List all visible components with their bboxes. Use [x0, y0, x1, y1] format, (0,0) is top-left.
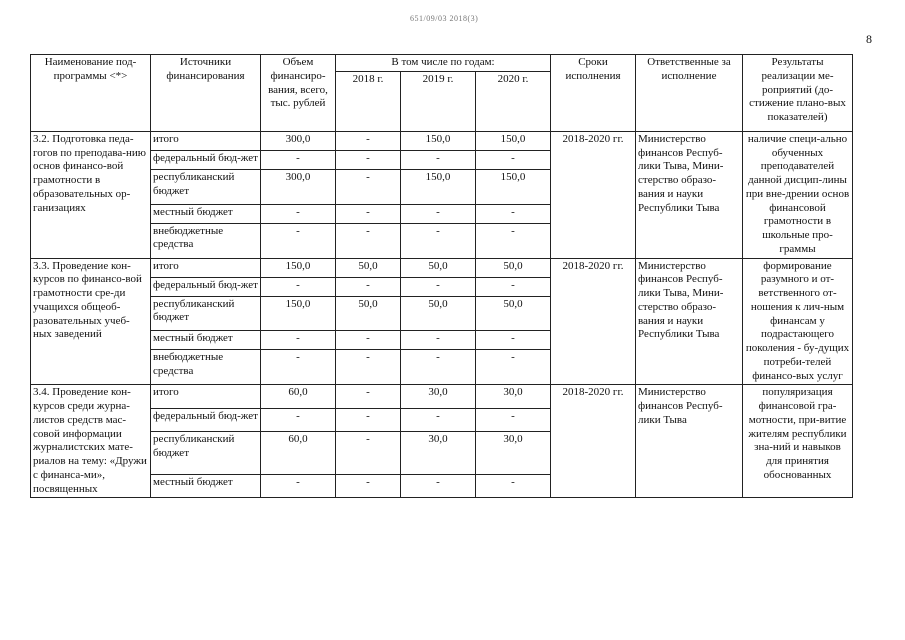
header-sources: Источники финансирования: [151, 55, 261, 132]
year-2018-cell: -: [336, 432, 401, 475]
term-cell: 2018-2020 гг.: [551, 258, 636, 385]
header-2018: 2018 г.: [336, 71, 401, 131]
source-cell: итого: [151, 131, 261, 150]
year-2020-cell: -: [476, 277, 551, 296]
term-cell: 2018-2020 гг.: [551, 385, 636, 498]
source-cell: республиканский бюджет: [151, 432, 261, 475]
total-cell: -: [261, 204, 336, 223]
table-row: [31, 258, 853, 277]
header-volume: Объем финансиро-вания, всего, тыс. рублей: [261, 55, 336, 132]
header-responsible: Ответственные за исполнение: [636, 55, 743, 132]
year-2018-cell: -: [336, 408, 401, 431]
year-2020-cell: -: [476, 408, 551, 431]
year-2019-cell: -: [401, 277, 476, 296]
year-2018-cell: -: [336, 385, 401, 408]
total-cell: -: [261, 350, 336, 385]
year-2018-cell: 50,0: [336, 296, 401, 331]
total-cell: -: [261, 408, 336, 431]
year-2020-cell: 150,0: [476, 169, 551, 204]
source-cell: федеральный бюд-жет: [151, 408, 261, 431]
year-2018-cell: -: [336, 131, 401, 150]
source-cell: федеральный бюд-жет: [151, 150, 261, 169]
year-2018-cell: -: [336, 277, 401, 296]
total-cell: 60,0: [261, 432, 336, 475]
year-2019-cell: 150,0: [401, 131, 476, 150]
header-2019: 2019 г.: [401, 71, 476, 131]
year-2020-cell: -: [476, 150, 551, 169]
year-2019-cell: -: [401, 204, 476, 223]
year-2019-cell: -: [401, 150, 476, 169]
year-2018-cell: -: [336, 474, 401, 497]
header-name: Наименование под-программы <*>: [31, 55, 151, 132]
responsible-cell: Министерство финансов Респуб-лики Тыва: [636, 385, 743, 498]
table-body: [31, 131, 853, 498]
year-2019-cell: 30,0: [401, 432, 476, 475]
source-cell: итого: [151, 385, 261, 408]
header-by-years: В том числе по годам:: [336, 55, 551, 72]
section-name: 3.3. Проведение кон-курсов по финансо-вой грамотности сре-ди учащихся общеоб-разовательных учеб-ных заведений: [31, 258, 151, 385]
year-2019-cell: -: [401, 408, 476, 431]
section-name: 3.4. Проведение кон-курсов среди журна-листов средств мас-совой информации журналистских мате-риалов на тему: «Дружи с финанса-ми», посвященных: [31, 385, 151, 498]
year-2020-cell: 150,0: [476, 131, 551, 150]
year-2018-cell: -: [336, 169, 401, 204]
year-2020-cell: -: [476, 331, 551, 350]
result-cell: популяризация финансовой гра-мотности, при-витие жителям республики зна-ний и навыков для принятия обоснованных: [743, 385, 853, 498]
total-cell: 150,0: [261, 258, 336, 277]
year-2020-cell: -: [476, 223, 551, 258]
year-2020-cell: -: [476, 350, 551, 385]
result-cell: наличие специ-ально обученных преподавателей данной дисцип-лины при вне-дрении основ финансовой грамотности в школьные про-граммы: [743, 131, 853, 258]
table-row: [31, 131, 853, 150]
year-2019-cell: 150,0: [401, 169, 476, 204]
source-cell: республиканский бюджет: [151, 169, 261, 204]
result-cell: формирование разумного и от-ветственного от-ношения к лич-ным финансам у подрастающего поколения - бу-дущих потреби-телей финансо-вых услуг: [743, 258, 853, 385]
year-2019-cell: -: [401, 474, 476, 497]
total-cell: -: [261, 277, 336, 296]
section-name: 3.2. Подготовка педа-гогов по преподава-нию основ финансо-вой грамотности в образовательных ор-ганизациях: [31, 131, 151, 258]
responsible-cell: Министерство финансов Респуб-лики Тыва, Мини-стерство образо-вания и науки Республики Тыва: [636, 258, 743, 385]
total-cell: 300,0: [261, 131, 336, 150]
term-cell: 2018-2020 гг.: [551, 131, 636, 258]
year-2019-cell: 30,0: [401, 385, 476, 408]
total-cell: 60,0: [261, 385, 336, 408]
source-cell: местный бюджет: [151, 204, 261, 223]
year-2020-cell: 50,0: [476, 258, 551, 277]
financing-table: [30, 54, 853, 498]
source-cell: федеральный бюд-жет: [151, 277, 261, 296]
document-code: 651/09/03 2018(3): [410, 14, 479, 23]
year-2020-cell: 50,0: [476, 296, 551, 331]
table-row: [31, 385, 853, 408]
page-number: 8: [866, 32, 872, 46]
year-2018-cell: -: [336, 331, 401, 350]
header-2020: 2020 г.: [476, 71, 551, 131]
source-cell: внебюджетные средства: [151, 350, 261, 385]
total-cell: -: [261, 150, 336, 169]
year-2020-cell: 30,0: [476, 432, 551, 475]
source-cell: местный бюджет: [151, 331, 261, 350]
year-2018-cell: -: [336, 150, 401, 169]
year-2019-cell: -: [401, 331, 476, 350]
year-2018-cell: -: [336, 350, 401, 385]
year-2018-cell: 50,0: [336, 258, 401, 277]
total-cell: 300,0: [261, 169, 336, 204]
year-2018-cell: -: [336, 223, 401, 258]
year-2019-cell: 50,0: [401, 296, 476, 331]
source-cell: итого: [151, 258, 261, 277]
year-2019-cell: 50,0: [401, 258, 476, 277]
header-results: Результаты реализации ме-роприятий (до-стижение плано-вых показателей): [743, 55, 853, 132]
total-cell: 150,0: [261, 296, 336, 331]
source-cell: местный бюджет: [151, 474, 261, 497]
responsible-cell: Министерство финансов Респуб-лики Тыва, Мини-стерство образо-вания и науки Республики Тыва: [636, 131, 743, 258]
year-2018-cell: -: [336, 204, 401, 223]
year-2020-cell: 30,0: [476, 385, 551, 408]
total-cell: -: [261, 223, 336, 258]
year-2019-cell: -: [401, 350, 476, 385]
header-terms: Сроки исполнения: [551, 55, 636, 132]
total-cell: -: [261, 331, 336, 350]
total-cell: -: [261, 474, 336, 497]
source-cell: республиканский бюджет: [151, 296, 261, 331]
year-2020-cell: -: [476, 474, 551, 497]
year-2020-cell: -: [476, 204, 551, 223]
year-2019-cell: -: [401, 223, 476, 258]
source-cell: внебюджетные средства: [151, 223, 261, 258]
